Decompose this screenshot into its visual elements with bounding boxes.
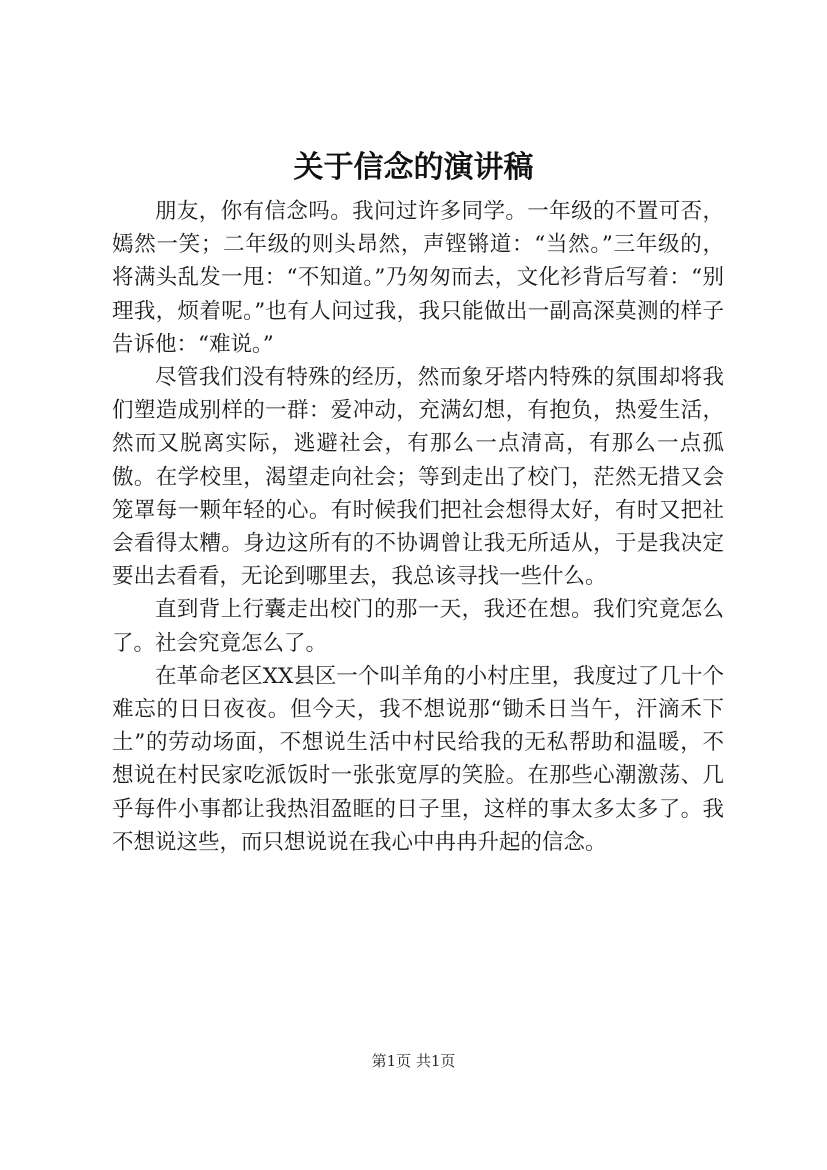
page-title: 关于信念的演讲稿	[293, 150, 534, 185]
paragraph-3: 直到背上行囊走出校门的那一天，我还在想。我们究竟怎么了。社会究竟怎么了。	[112, 597, 724, 656]
paragraph-1: 朋友，你有信念吗。我问过许多同学。一年级的不置可否，嫣然一笑；二年级的则头昂然，声铿锵道：“当然。”三年级的，将满头乱发一甩：“不知道。”乃匆匆而去，文化衫背后写着：“别理我，烦着呢。”也有人问过我，我只能做出一副高深莫测的样子告诉他：“难说。”	[112, 199, 724, 357]
document-body	[112, 195, 724, 859]
paragraph-4: 在革命老区XX县区一个叫羊角的小村庄里，我度过了几十个难忘的日日夜夜。但今天，我不想说那“锄禾日当午，汗滴禾下土”的劳动场面，不想说生活中村民给我的无私帮助和温暖，不想说在村民家吃派饭时一张张宽厚的笑脸。在那些心潮激荡、几乎每件小事都让我热泪盈眶的日子里，这样的事太多太多了。我不想说这些，而只想说说在我心中冉冉升起的信念。	[112, 663, 724, 855]
paragraph-2: 尽管我们没有特殊的经历，然而象牙塔内特殊的氛围却将我们塑造成别样的一群：爱冲动，充满幻想，有抱负，热爱生活，然而又脱离实际，逃避社会，有那么一点清高，有那么一点孤傲。在学校里，渴望走向社会；等到走出了校门，茫然无措又会笼罩每一颗年轻的心。有时候我们把社会想得太好，有时又把社会看得太糟。身边这所有的不协调曾让我无所适从，于是我决定要出去看看，无论到哪里去，我总该寻找一些什么。	[112, 365, 724, 590]
page-footer: 第1页 共1页	[371, 1052, 456, 1070]
